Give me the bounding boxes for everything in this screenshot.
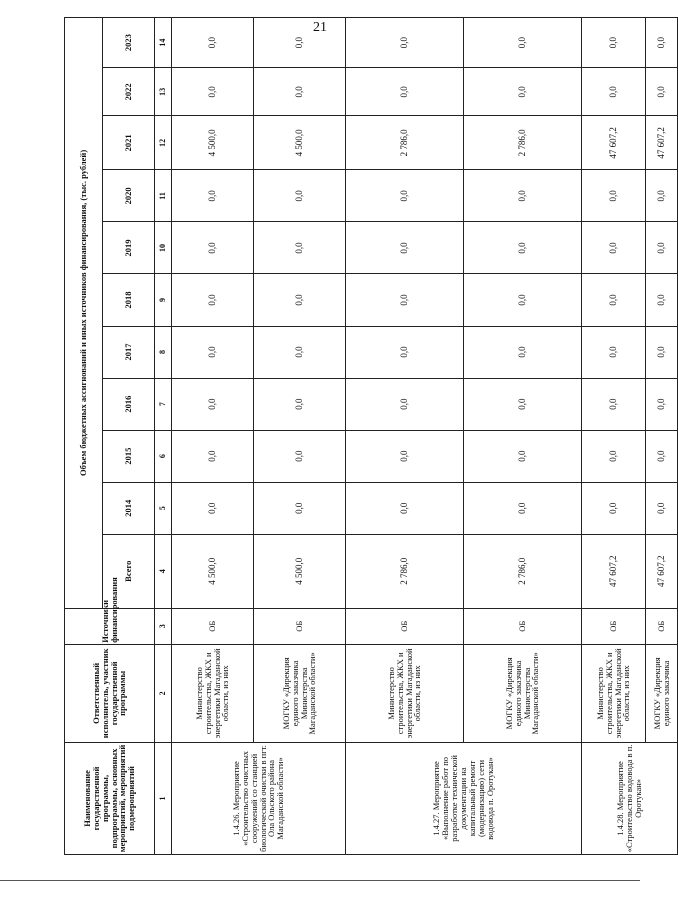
- amount-cell: 0,0: [254, 68, 346, 116]
- column-number: 4: [155, 534, 172, 608]
- amount-cell: 0,0: [254, 222, 346, 274]
- funding-source: ОБ: [582, 608, 646, 644]
- amount-cell: 0,0: [346, 18, 464, 68]
- rotated-table-wrapper: [64, 17, 671, 855]
- header-year: 2021: [103, 116, 155, 170]
- amount-cell: 0,0: [464, 18, 582, 68]
- column-number: 8: [155, 326, 172, 378]
- table-header: [65, 18, 172, 855]
- column-number: 11: [155, 170, 172, 222]
- header-year: 2019: [103, 222, 155, 274]
- column-number-row: [155, 18, 172, 855]
- amount-cell: 4 500,0: [254, 116, 346, 170]
- table-row: [646, 18, 678, 855]
- amount-cell: 0,0: [646, 326, 678, 378]
- amount-cell: 0,0: [646, 430, 678, 482]
- column-number: 13: [155, 68, 172, 116]
- amount-cell: 0,0: [172, 430, 254, 482]
- page-bottom-rule: [0, 880, 640, 881]
- amount-cell: 0,0: [172, 170, 254, 222]
- amount-cell: 0,0: [172, 274, 254, 326]
- amount-cell: 0,0: [346, 68, 464, 116]
- page-number: 21: [313, 20, 327, 35]
- amount-cell: 0,0: [646, 68, 678, 116]
- amount-cell: 0,0: [346, 222, 464, 274]
- header-year: 2018: [103, 274, 155, 326]
- header-year: Всего: [103, 534, 155, 608]
- amount-cell: 4 500,0: [172, 534, 254, 608]
- amount-cell: 0,0: [646, 222, 678, 274]
- amount-cell: 0,0: [646, 378, 678, 430]
- amount-cell: 0,0: [646, 170, 678, 222]
- amount-cell: 0,0: [646, 482, 678, 534]
- header-volume: Объем бюджетных ассигнований и иных источников финансирования, (тыс. рублей): [65, 18, 103, 609]
- amount-cell: 0,0: [646, 18, 678, 68]
- responsible-executor: Министерство строительства, ЖКХ и энергетики Магаданской области, из них: [346, 644, 464, 742]
- header-name: Наименование государственной программы, подпрограммы, основных мероприятий, мероприятий подмероприятий: [65, 742, 155, 854]
- column-number: 2: [155, 644, 172, 742]
- funding-source: ОБ: [646, 608, 678, 644]
- column-number: 10: [155, 222, 172, 274]
- amount-cell: 0,0: [254, 378, 346, 430]
- amount-cell: 4 500,0: [254, 534, 346, 608]
- column-number: 3: [155, 608, 172, 644]
- column-number: 12: [155, 116, 172, 170]
- header-year: 2023: [103, 18, 155, 68]
- amount-cell: 0,0: [582, 378, 646, 430]
- amount-cell: 0,0: [582, 482, 646, 534]
- funding-source: ОБ: [346, 608, 464, 644]
- amount-cell: 0,0: [464, 170, 582, 222]
- amount-cell: 0,0: [254, 274, 346, 326]
- column-number: 1: [155, 742, 172, 854]
- header-year: 2015: [103, 430, 155, 482]
- amount-cell: 0,0: [346, 430, 464, 482]
- amount-cell: 4 500,0: [172, 116, 254, 170]
- amount-cell: 0,0: [346, 378, 464, 430]
- amount-cell: 0,0: [172, 222, 254, 274]
- amount-cell: 0,0: [464, 482, 582, 534]
- amount-cell: 0,0: [254, 482, 346, 534]
- amount-cell: 0,0: [346, 482, 464, 534]
- header-source: Источники финансирования: [65, 608, 155, 644]
- amount-cell: 0,0: [582, 222, 646, 274]
- amount-cell: 0,0: [582, 18, 646, 68]
- column-number: 6: [155, 430, 172, 482]
- table-row: [464, 18, 582, 855]
- table-row: [346, 18, 464, 855]
- header-year: 2016: [103, 378, 155, 430]
- amount-cell: 0,0: [254, 18, 346, 68]
- header-year: 2017: [103, 326, 155, 378]
- amount-cell: 0,0: [464, 326, 582, 378]
- responsible-executor: МОГКУ «Дирекция единого заказчика: [646, 644, 678, 742]
- amount-cell: 0,0: [582, 274, 646, 326]
- amount-cell: 47 607,2: [646, 534, 678, 608]
- amount-cell: 0,0: [172, 18, 254, 68]
- amount-cell: 0,0: [582, 68, 646, 116]
- amount-cell: 0,0: [464, 68, 582, 116]
- amount-cell: 47 607,2: [646, 116, 678, 170]
- amount-cell: 0,0: [172, 326, 254, 378]
- header-year: 2014: [103, 482, 155, 534]
- table-body: [172, 18, 678, 855]
- header-responsible: Ответственный исполнитель, участник государственной программы: [65, 644, 155, 742]
- responsible-executor: МОГКУ «Дирекция единого заказчика Министерства Магаданской области»: [464, 644, 582, 742]
- amount-cell: 0,0: [172, 68, 254, 116]
- amount-cell: 0,0: [254, 170, 346, 222]
- amount-cell: 0,0: [582, 430, 646, 482]
- amount-cell: 0,0: [346, 326, 464, 378]
- amount-cell: 0,0: [172, 378, 254, 430]
- measure-name: 1.4.26. Мероприятие «Строительство очистных сооружений со станцией биологической очистки в пгт. Ола Ольского района Магаданской области»: [172, 742, 346, 854]
- funding-source: ОБ: [254, 608, 346, 644]
- column-number: 9: [155, 274, 172, 326]
- column-number: 14: [155, 18, 172, 68]
- amount-cell: 2 786,0: [464, 116, 582, 170]
- amount-cell: 0,0: [346, 170, 464, 222]
- responsible-executor: Министерство строительства, ЖКХ и энергетики Магаданской области, из них: [172, 644, 254, 742]
- amount-cell: 0,0: [464, 274, 582, 326]
- budget-table: [64, 17, 678, 855]
- amount-cell: 0,0: [582, 170, 646, 222]
- amount-cell: 0,0: [254, 326, 346, 378]
- header-year: 2022: [103, 68, 155, 116]
- amount-cell: 47 607,2: [582, 534, 646, 608]
- header-year: 2020: [103, 170, 155, 222]
- amount-cell: 2 786,0: [346, 116, 464, 170]
- amount-cell: 0,0: [346, 274, 464, 326]
- column-number: 5: [155, 482, 172, 534]
- responsible-executor: Министерство строительства, ЖКХ и энергетики Магаданской области, из них: [582, 644, 646, 742]
- table-row: [582, 18, 646, 855]
- amount-cell: 0,0: [464, 222, 582, 274]
- amount-cell: 47 607,2: [582, 116, 646, 170]
- measure-name: 1.4.27. Мероприятие «Выполнение работ по разработке технической документации на капитальный ремонт (модернизацию) сети водовода п. Оротукан»: [346, 742, 582, 854]
- amount-cell: 0,0: [646, 274, 678, 326]
- amount-cell: 0,0: [172, 482, 254, 534]
- responsible-executor: МОГКУ «Дирекция единого заказчика Министерства Магаданской области»: [254, 644, 346, 742]
- amount-cell: 0,0: [254, 430, 346, 482]
- funding-source: ОБ: [172, 608, 254, 644]
- amount-cell: 2 786,0: [346, 534, 464, 608]
- table-row: [172, 18, 254, 855]
- amount-cell: 0,0: [582, 326, 646, 378]
- amount-cell: 0,0: [464, 378, 582, 430]
- measure-name: 1.4.28. Мероприятие «Строительство водовода в п. Оротукан»: [582, 742, 678, 854]
- table-row: [254, 18, 346, 855]
- amount-cell: 0,0: [464, 430, 582, 482]
- amount-cell: 2 786,0: [464, 534, 582, 608]
- column-number: 7: [155, 378, 172, 430]
- funding-source: ОБ: [464, 608, 582, 644]
